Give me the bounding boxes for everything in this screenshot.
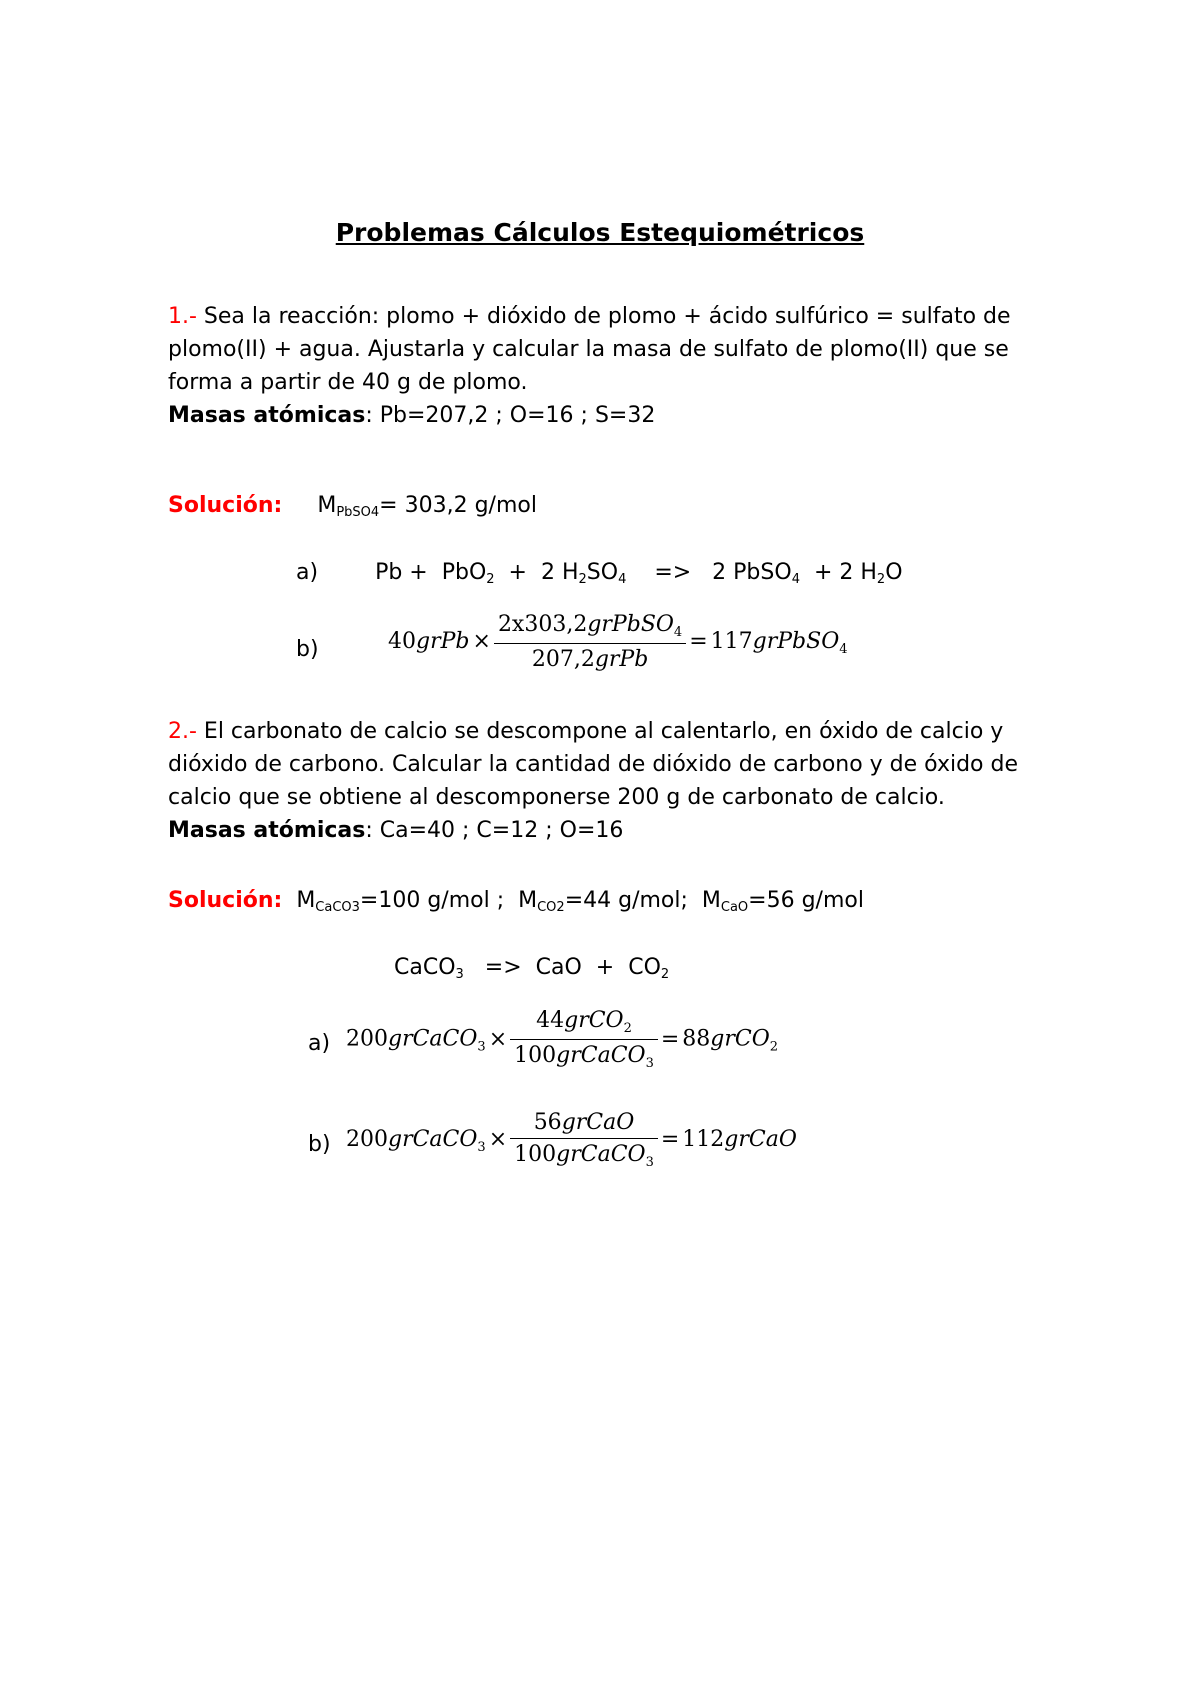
fraction: $\frac{\text{56grCaO}}{100grCaCO_3}$ bbox=[510, 1110, 658, 1170]
problem-2-part-a-label: a) bbox=[308, 1031, 331, 1056]
problem-1-line-1: 1.- Sea la reacción: plomo + dióxido de plomo + ácido sulfúrico = sulfato de bbox=[168, 304, 1011, 329]
problem-2-atomic-masses: Masas atómicas: Ca=40 ; C=12 ; O=16 bbox=[168, 818, 624, 843]
problem-1-solution-header: Solución: $M_{PbSO4}= 303,2$ g/mol bbox=[168, 493, 537, 520]
fraction: $\frac{44grCO_2}{100grCaCO_3}$ bbox=[510, 1008, 658, 1071]
problem-2-solution-header: Solución: $M_{CaCO3}=100$ g/mol ; $M_{CO2}=44$ g/mol; $M_{CaO}=56$ g/mol bbox=[168, 888, 864, 915]
solution-label: Solución: bbox=[168, 888, 283, 913]
problem-1-statement bbox=[168, 300, 1044, 432]
problem-1-part-a: a) Pb + PbO$_2$ + 2 $H_2SO_4$ => 2 PbSO$_4$ + 2 $H_2O$ bbox=[296, 560, 903, 587]
problem-1-line-2: plomo(II) + agua. Ajustarla y calcular la masa de sulfato de plomo(II) que se bbox=[168, 337, 1009, 362]
problem-2-reaction: CaCO$_3$ => CaO + $CO_2$ bbox=[394, 955, 670, 982]
problem-1-part-b-equation: 40grPb × $\frac{2x303,2grPbSO_4}{\text{207,2grPb}}$ = 117grPbSO$_4$ bbox=[388, 612, 848, 672]
problem-2-line-3: calcio que se obtiene al descomponerse 200 g de carbonato de calcio. bbox=[168, 785, 945, 810]
solution-label: Solución: bbox=[168, 493, 283, 518]
problem-1-line-3: forma a partir de 40 g de plomo. bbox=[168, 370, 528, 395]
problem-2-part-b-equation: 200grCaCO$_3$ × $\frac{\text{56grCaO}}{100grCaCO_3}$ = 112grCaO bbox=[346, 1110, 797, 1170]
problem-2-line-1: 2.- El carbonato de calcio se descompone al calentarlo, en óxido de calcio y bbox=[168, 719, 1004, 744]
problem-2-number: 2.- bbox=[168, 719, 197, 744]
problem-1-number: 1.- bbox=[168, 304, 197, 329]
page-title: Problemas Cálculos Estequiométricos bbox=[335, 218, 865, 247]
problem-1-part-b-label: b) bbox=[296, 637, 319, 662]
problem-2-part-b-label: b) bbox=[308, 1132, 331, 1157]
problem-1-atomic-masses: Masas atómicas: Pb=207,2 ; O=16 ; S=32 bbox=[168, 403, 656, 428]
problem-2-part-a-equation: 200grCaCO$_3$ × $\frac{44grCO_2}{100grCaCO_3}$ = 88grCO$_2$ bbox=[346, 1008, 779, 1071]
problem-2-statement bbox=[168, 715, 1044, 847]
fraction: $\frac{2x303,2grPbSO_4}{\text{207,2grPb}}$ bbox=[494, 612, 686, 672]
problem-2-line-2: dióxido de carbono. Calcular la cantidad de dióxido de carbono y de óxido de bbox=[168, 752, 1019, 777]
